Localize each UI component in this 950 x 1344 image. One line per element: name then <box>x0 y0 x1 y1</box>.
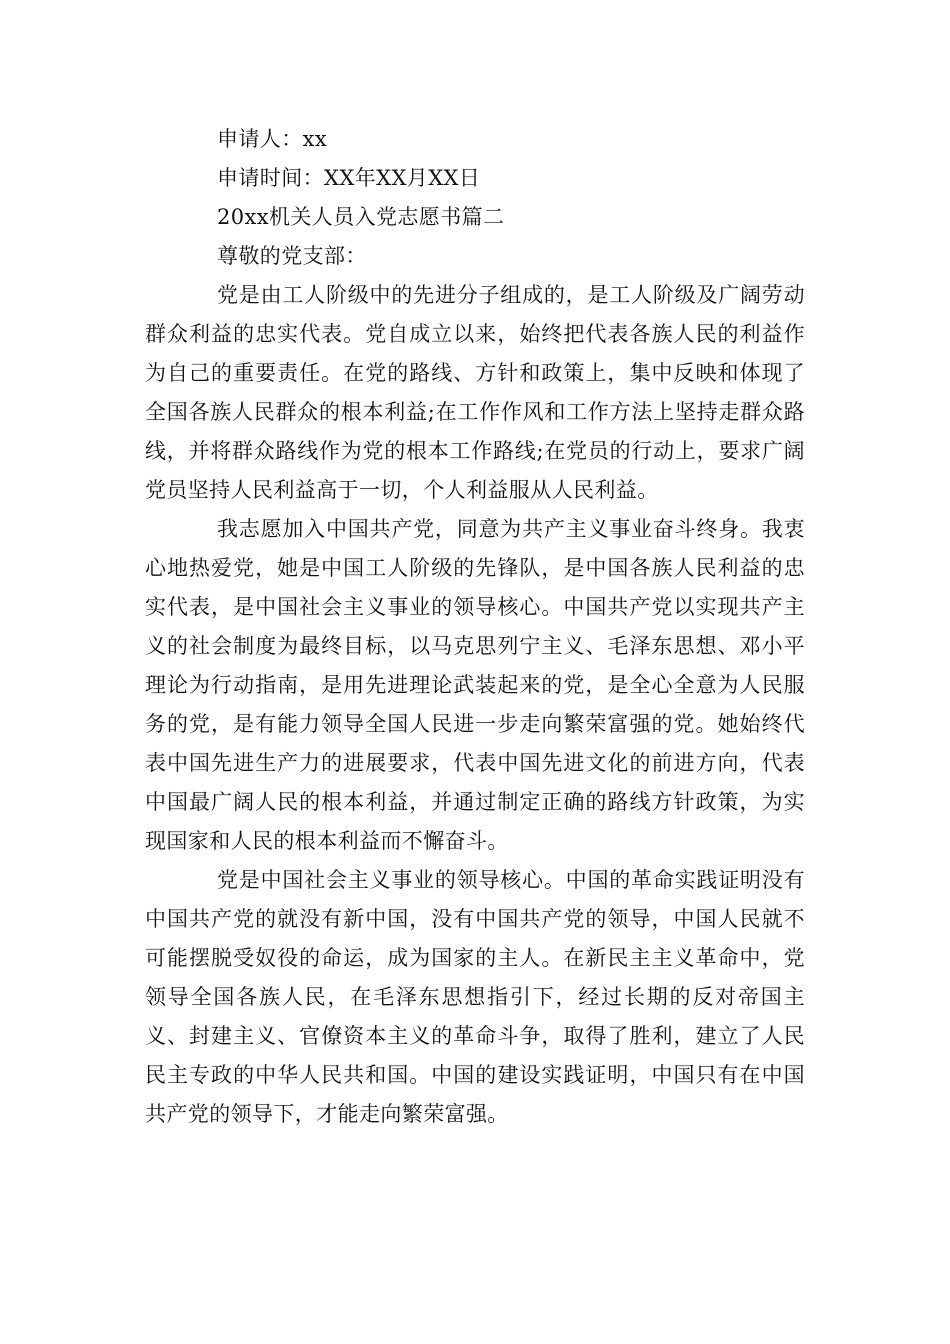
applicant-line: 申请人：xx <box>217 127 328 151</box>
document-title: 20xx机关人员入党志愿书篇二 <box>217 205 505 229</box>
document-body <box>145 120 805 1134</box>
paragraph-2: 我志愿加入中国共产党，同意为共产主义事业奋斗终身。我衷心地热爱党，她是中国工人阶级的先锋队，是中国各族人民利益的忠实代表，是中国社会主义事业的领导核心。中国共产党以实现共产主义的社会制度为最终目标，以马克思列宁主义、毛泽东思想、邓小平理论为行动指南，是用先进理论武装起来的党，是全心全意为人民服务的党，是有能力领导全国人民进一步走向繁荣富强的党。她始终代表中国先进生产力的进展要求，代表中国先进文化的前进方向，代表中国最广阔人民的根本利益，并通过制定正确的路线方针政策，为实现国家和人民的根本利益而不懈奋斗。 <box>145 517 805 853</box>
application-date-line: 申请时间：XX年XX月XX日 <box>217 166 481 190</box>
paragraph-1: 党是由工人阶级中的先进分子组成的，是工人阶级及广阔劳动群众利益的忠实代表。党自成立以来，始终把代表各族人民的利益作为自己的重要责任。在党的路线、方针和政策上，集中反映和体现了全国各族人民群众的根本利益;在工作作风和工作方法上坚持走群众路线，并将群众路线作为党的根本工作路线;在党员的行动上，要求广阔党员坚持人民利益高于一切，个人利益服从人民利益。 <box>145 283 805 502</box>
paragraph-3: 党是中国社会主义事业的领导核心。中国的革命实践证明没有中国共产党的就没有新中国，没有中国共产党的领导，中国人民就不可能摆脱受奴役的命运，成为国家的主人。在新民主主义革命中，党领导全国各族人民，在毛泽东思想指引下，经过长期的反对帝国主义、封建主义、官僚资本主义的革命斗争，取得了胜利，建立了人民民主专政的中华人民共和国。中国的建设实践证明，中国只有在中国共产党的领导下，才能走向繁荣富强。 <box>145 868 805 1126</box>
salutation: 尊敬的党支部： <box>217 244 367 268</box>
